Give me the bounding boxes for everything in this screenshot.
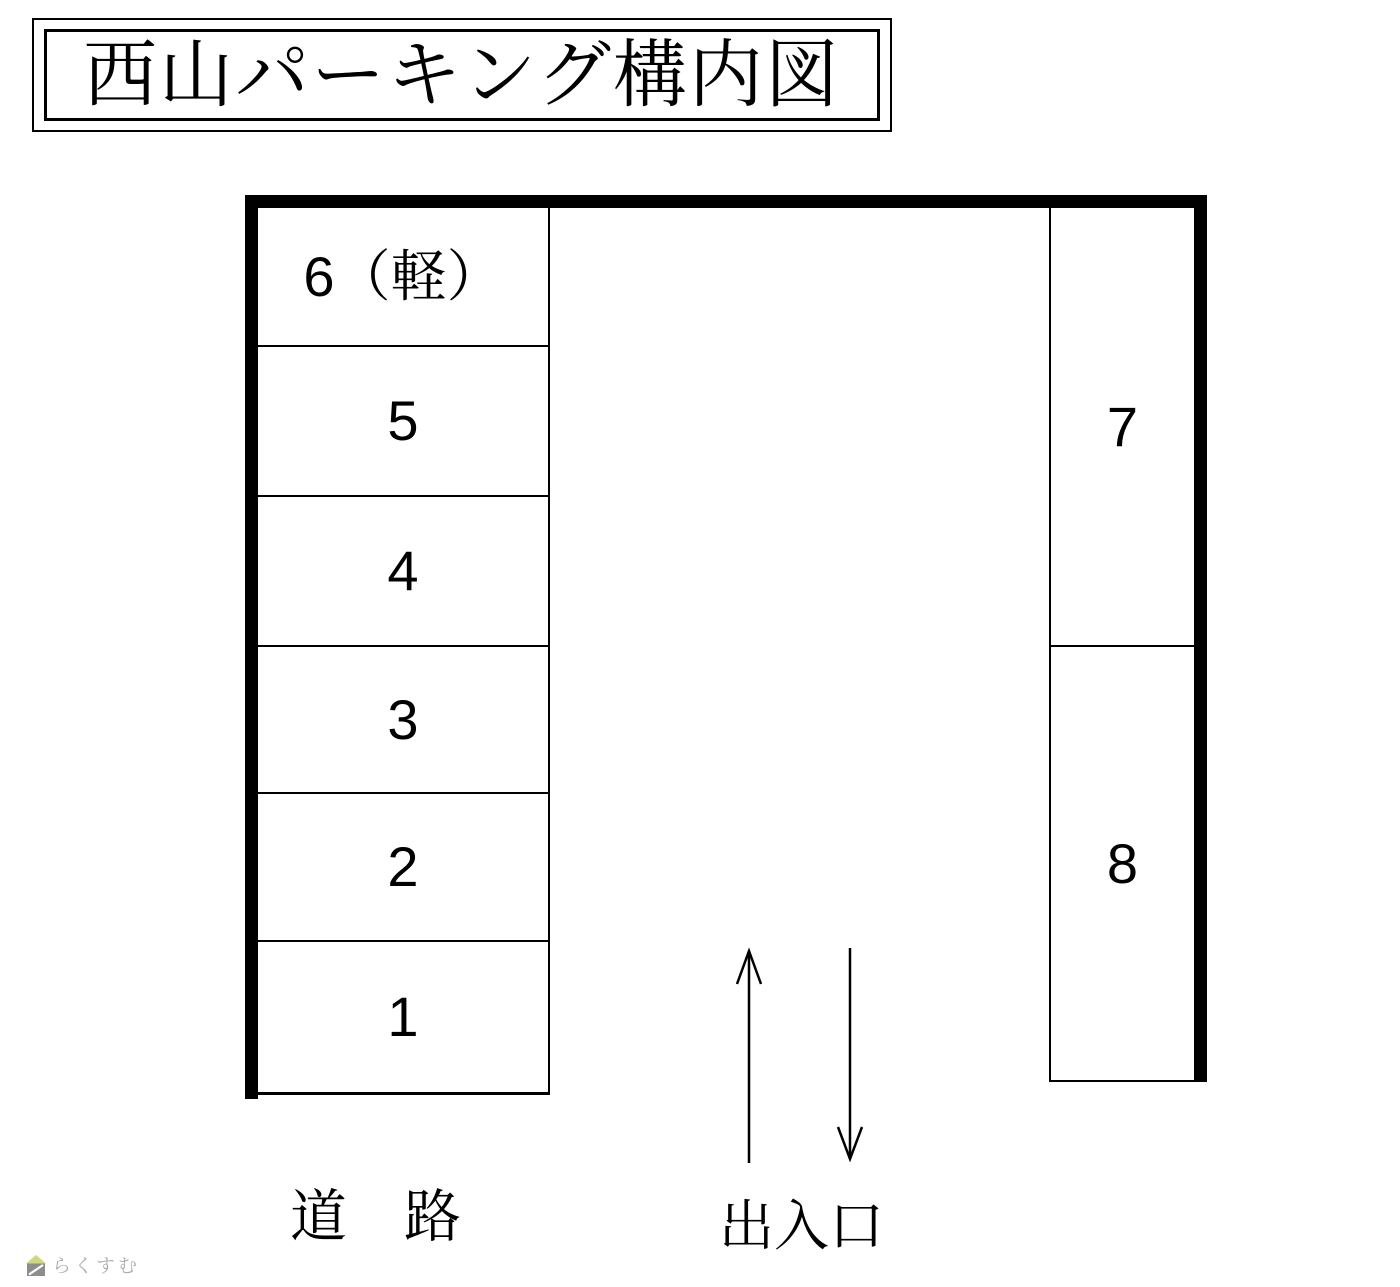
parking-space-8-label: 8 bbox=[1106, 831, 1139, 895]
parking-space-5 bbox=[258, 347, 548, 497]
up-arrow-icon bbox=[737, 951, 761, 1163]
parking-space-3-label: 3 bbox=[387, 687, 419, 751]
parking-space-7 bbox=[1049, 208, 1194, 647]
parking-space-4 bbox=[258, 497, 548, 647]
parking-space-2-label: 2 bbox=[387, 835, 419, 898]
entrance-arrows bbox=[700, 943, 920, 1173]
parking-space-1 bbox=[258, 942, 548, 1095]
parking-space-2 bbox=[258, 794, 548, 942]
down-arrow-icon bbox=[838, 948, 862, 1159]
watermark-text: らくすむ bbox=[52, 1255, 141, 1277]
parking-space-6 bbox=[258, 208, 548, 347]
title-box-inner bbox=[44, 29, 880, 121]
parking-space-5-label: 5 bbox=[387, 389, 419, 452]
house-icon bbox=[26, 1255, 46, 1277]
parking-space-1-label: 1 bbox=[387, 985, 419, 1048]
lot-wall-left bbox=[245, 195, 258, 1099]
left-parking-column bbox=[258, 208, 550, 1095]
road-label: 道 路 bbox=[290, 1185, 461, 1249]
lot-wall-right bbox=[1194, 195, 1207, 1082]
page-title: 西山パーキング構内図 bbox=[83, 33, 841, 116]
right-parking-column bbox=[1049, 208, 1194, 1082]
parking-space-6-label: 6（軽） bbox=[303, 244, 503, 308]
parking-space-8 bbox=[1049, 647, 1194, 1082]
lot-wall-top bbox=[245, 195, 1207, 208]
entrance-label: 出入口 bbox=[719, 1195, 885, 1257]
parking-space-3 bbox=[258, 647, 548, 794]
title-box bbox=[32, 18, 892, 132]
watermark bbox=[26, 1255, 140, 1277]
parking-space-7-label: 7 bbox=[1106, 394, 1139, 458]
parking-space-4-label: 4 bbox=[387, 539, 419, 602]
